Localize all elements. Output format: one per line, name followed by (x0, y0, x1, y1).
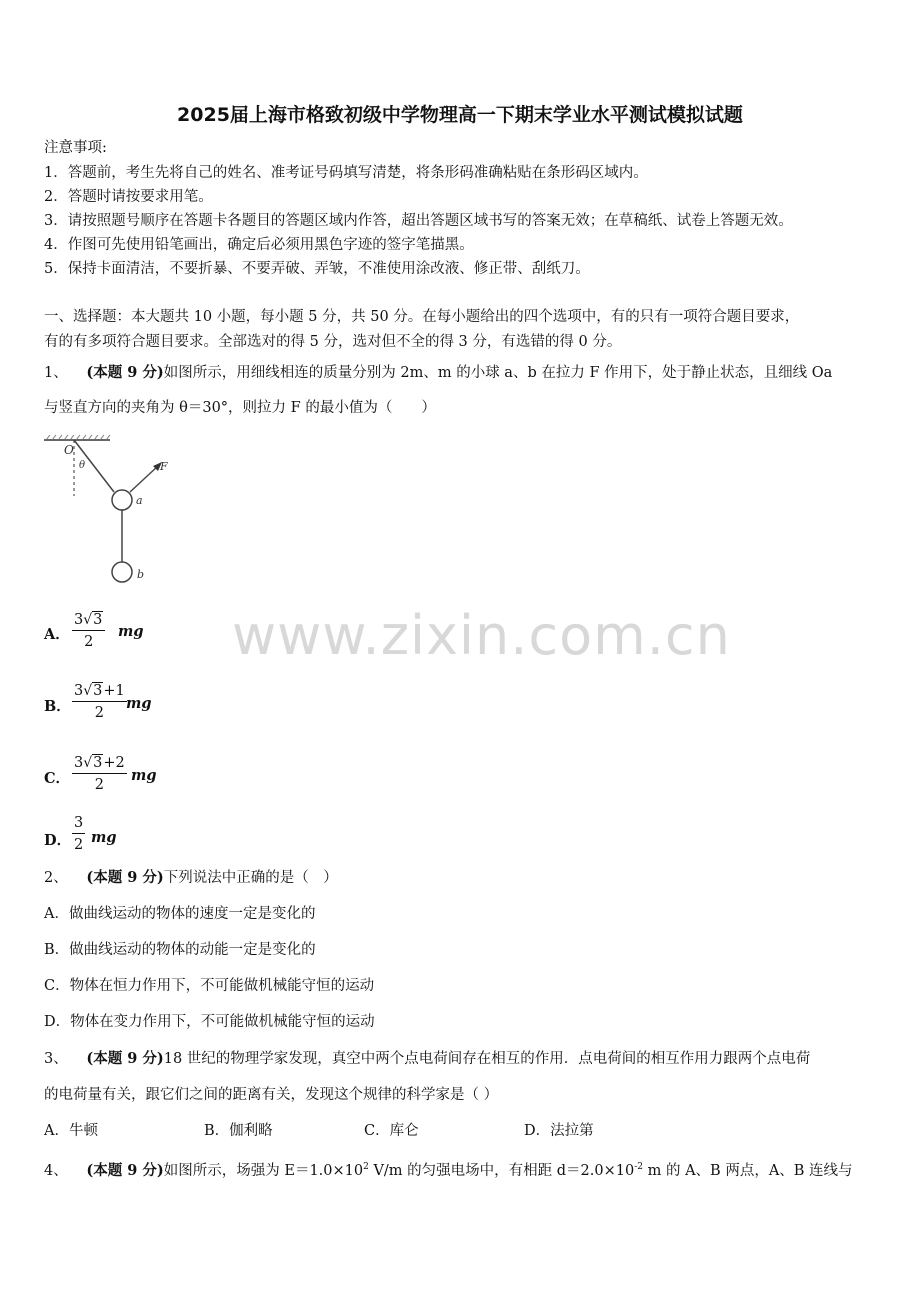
question-1-stem-line2: 与竖直方向的夹角为 θ＝30°，则拉力 F 的最小值为（ ） (44, 400, 436, 416)
option-b-label: B． (44, 698, 71, 715)
question-2-stem (44, 869, 338, 887)
q3-option-a: A．牛顿 (44, 1123, 98, 1139)
option-c-unit: mg (131, 767, 157, 784)
q3-option-d: D．法拉第 (524, 1123, 594, 1139)
notice-item: 1．答题前，考生先将自己的姓名、准考证号码填写清楚，将条形码准确粘贴在条形码区域内。 (44, 165, 648, 181)
option-d-fraction: 3 2 (74, 815, 84, 853)
option-b-fraction: 3√3+1 2 (74, 683, 125, 721)
question-score: (本题 9 分) (86, 1161, 164, 1179)
q2-option-b: B．做曲线运动的物体的动能一定是变化的 (44, 942, 316, 958)
question-score: (本题 9 分) (86, 364, 164, 381)
question-3-stem (44, 1050, 810, 1068)
watermark: www.zixin.com.cn (232, 604, 731, 667)
q2-option-c: C．物体在恒力作用下，不可能做机械能守恒的运动 (44, 978, 375, 994)
q3-option-c: C．库仑 (364, 1123, 419, 1139)
notice-heading: 注意事项: (44, 140, 107, 156)
label-b: b (137, 568, 145, 581)
option-d-unit: mg (91, 829, 117, 846)
question-score: (本题 9 分) (86, 869, 164, 886)
notice-item: 4．作图可先使用铅笔画出，确定后必须用黑色字迹的签字笔描黑。 (44, 237, 474, 253)
label-O: O (64, 443, 74, 457)
q3-option-b: B．伽利略 (204, 1123, 273, 1139)
question-text: 如图所示，用细线相连的质量分别为 2m、m 的小球 a、b 在拉力 F 作用下，处于静止状态，且细线 Oa (163, 365, 833, 381)
option-d-label: D． (44, 832, 72, 849)
option-c-fraction: 3√3+2 2 (74, 755, 125, 793)
section-intro: 一、选择题：本大题共 10 小题，每小题 5 分，共 50 分。在每小题给出的四个选项中，有的只有一项符合题目要求， (44, 309, 800, 325)
question-text: 下列说法中正确的是（ ） (163, 870, 338, 886)
question-3-stem-line2: 的电荷量有关，跟它们之间的距离有关，发现这个规律的科学家是（ ） (44, 1087, 499, 1103)
option-c-label: C． (44, 770, 71, 787)
question-number: 1、 (44, 365, 68, 381)
notice-item: 3．请按照题号顺序在答题卡各题目的答题区域内作答，超出答题区域书写的答案无效；在草稿纸、试卷上答题无效。 (44, 213, 793, 229)
question-text: 18 世纪的物理学家发现，真空中两个点电荷间存在相互的作用．点电荷间的相互作用力跟两个点电荷 (163, 1051, 811, 1067)
question-number: 4、 (44, 1162, 68, 1179)
pendulum-figure (42, 432, 182, 588)
question-4-stem: 4、 (本题 9 分)如图所示，场强为 $E=1.0\times 10^2$ V/m 的匀强电场中，有相距 $d=2.0\times 10^{-2}$ m 的 A、B 两点，A、B 连线与 (44, 1161, 853, 1179)
option-a-unit: mg (118, 623, 144, 640)
section-intro: 有的有多项符合题目要求。全部选对的得 5 分，选对但不全的得 3 分，有选错的得 0 分。 (44, 334, 622, 350)
option-a-fraction: 3√3 2 (72, 612, 105, 650)
option-a-label: A． (44, 626, 70, 643)
question-score: (本题 9 分) (86, 1050, 164, 1067)
label-F: F (160, 460, 168, 473)
label-theta: θ (79, 460, 86, 471)
notice-item: 2．答题时请按要求用笔。 (44, 189, 213, 205)
option-b-unit: mg (126, 695, 152, 712)
label-a: a (136, 494, 143, 507)
page-title: 2025届上海市格致初级中学物理高一下期末学业水平测试模拟试题 (177, 104, 743, 126)
question-1-stem (44, 364, 832, 382)
q2-option-d: D．物体在变力作用下，不可能做机械能守恒的运动 (44, 1014, 375, 1030)
notice-item: 5．保持卡面清洁，不要折暴、不要弄破、弄皱，不准使用涂改液、修正带、刮纸刀。 (44, 261, 590, 277)
q2-option-a: A．做曲线运动的物体的速度一定是变化的 (44, 906, 316, 922)
question-number: 3、 (44, 1051, 68, 1067)
question-number: 2、 (44, 870, 68, 886)
